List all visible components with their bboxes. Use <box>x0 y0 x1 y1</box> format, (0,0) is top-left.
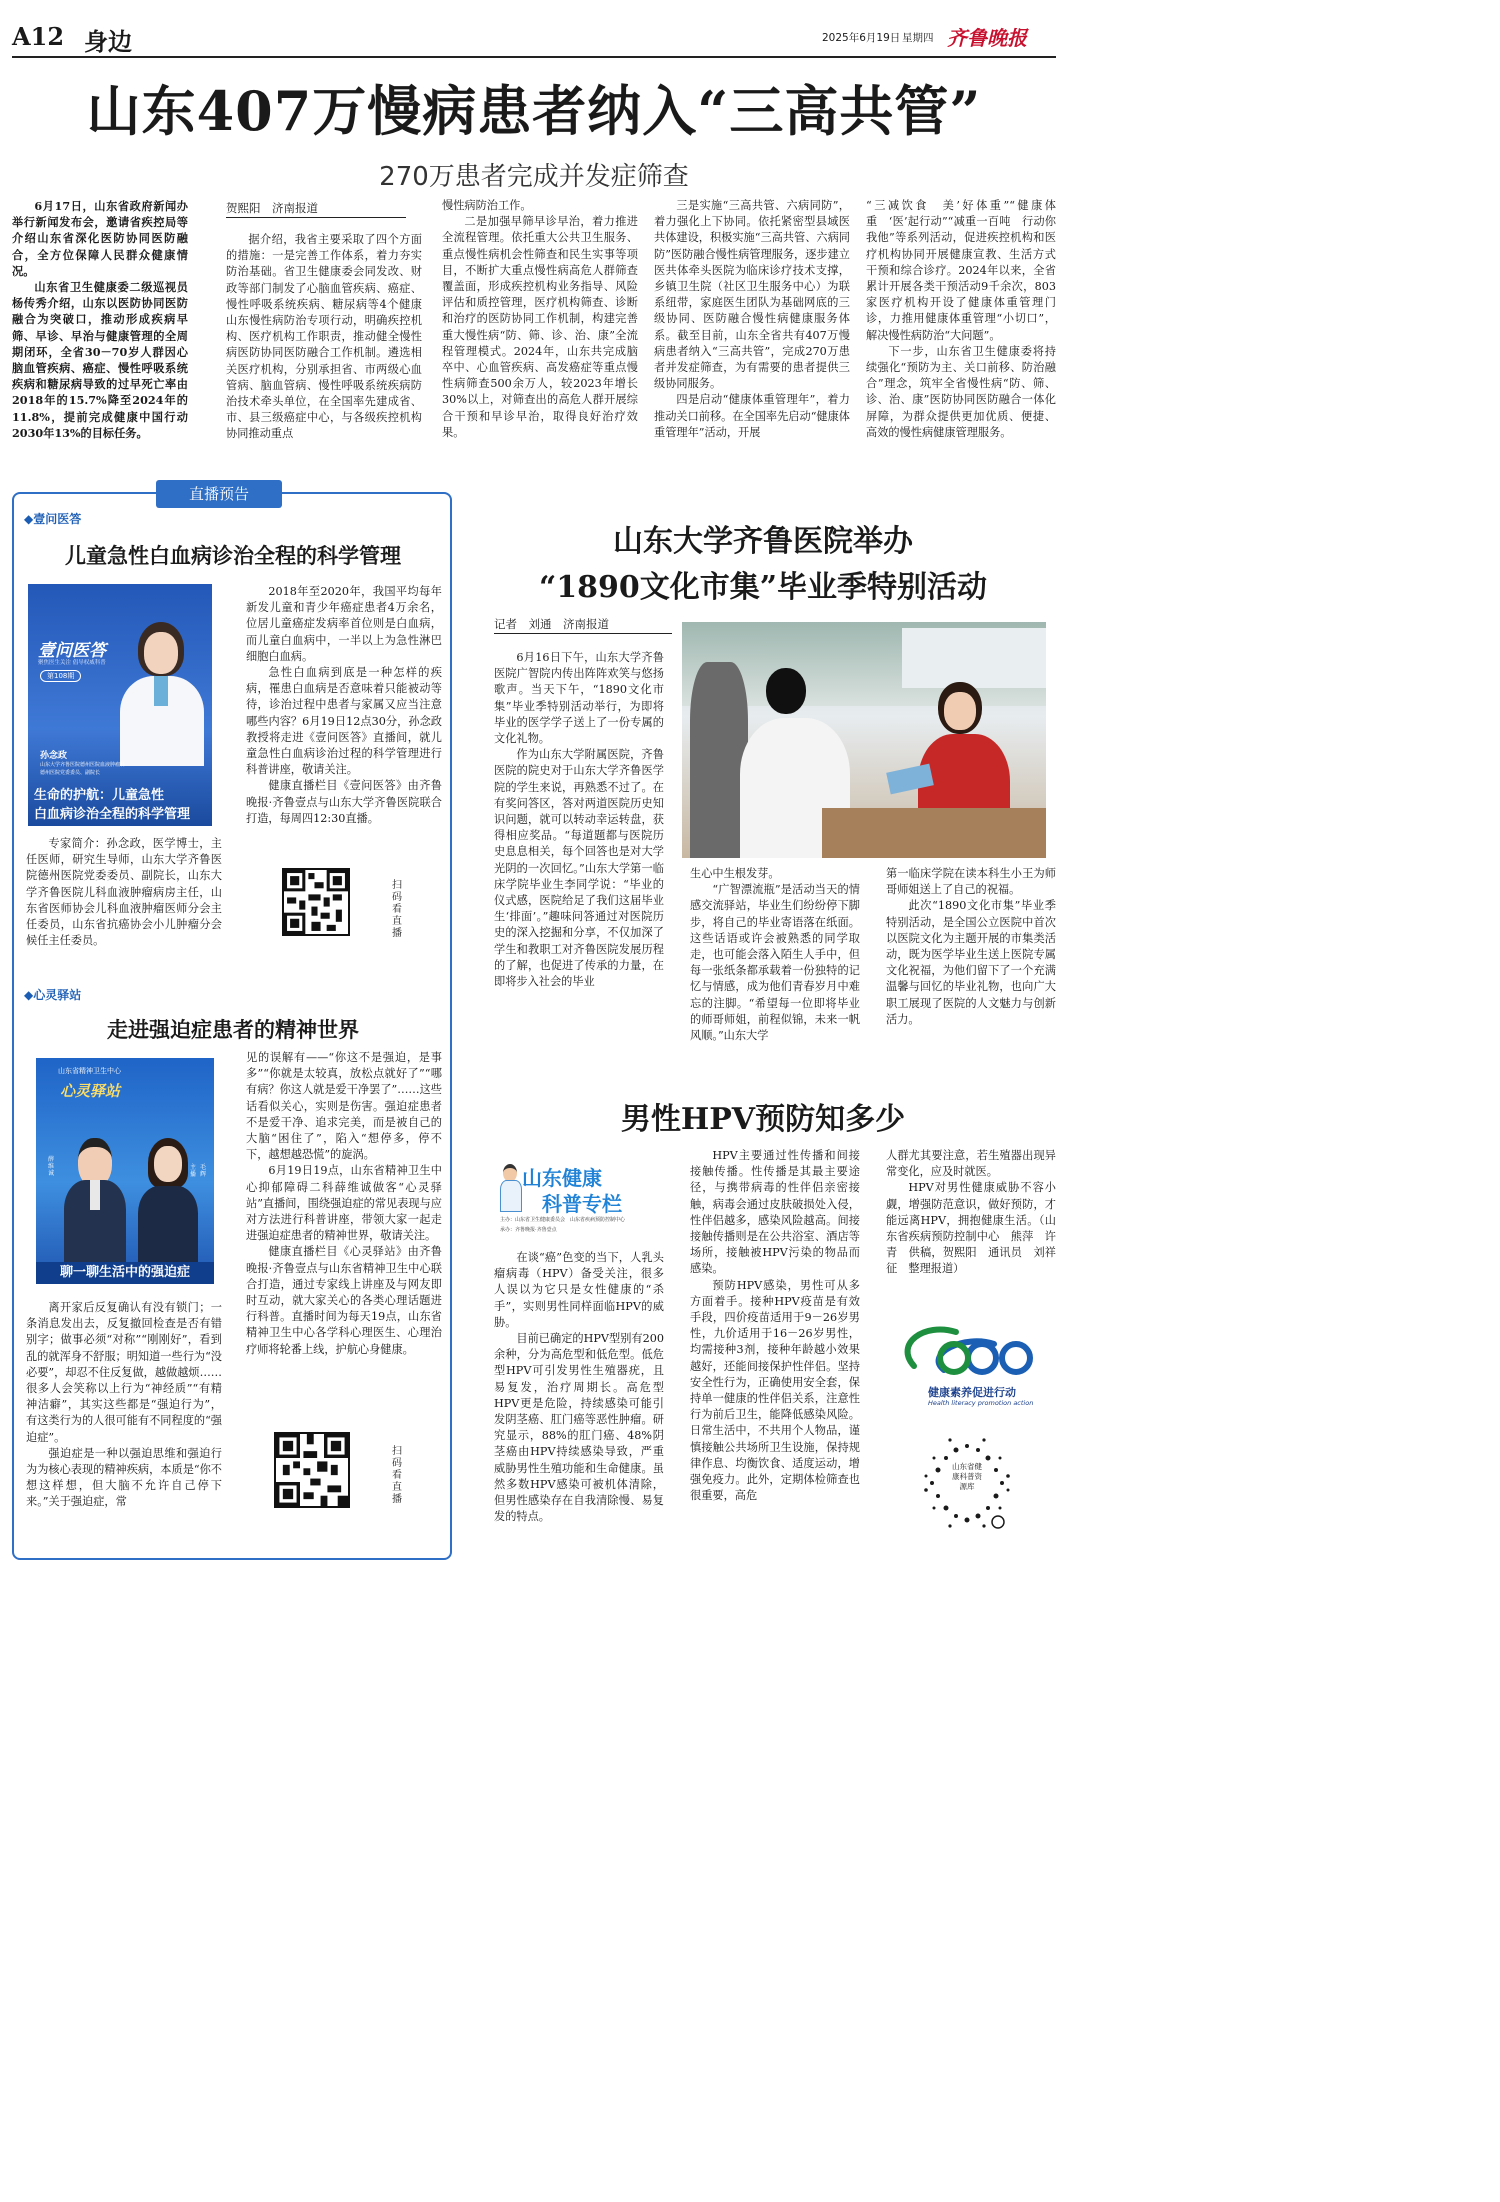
health-literacy-action-logo <box>884 1314 1054 1414</box>
qr-caption: 山东省健康科普资源库 <box>952 1462 982 1491</box>
health-column-logo-line1: 山东健康 <box>522 1166 602 1190</box>
ocd-headline: 走进强迫症患者的精神世界 <box>107 1017 359 1042</box>
hpv-column-1: 在谈“癌”色变的当下，人乳头瘤病毒（HPV）备受关注，很多人误以为它只是女性健康的“杀手”，实则男性同样面临HPV的威胁。 目前已确定的HPV型别有200余种，分为高危型和低危型。低危型HPV可引发男性生殖器疣，且易复发，治疗周期长。高危型HPV更是危险，持续感染可能引发阴茎癌、肛门癌等恶性肿瘤。研究显示，88%的肛门癌、48%阴茎癌由HPV持续感染导致，严重威胁男性生殖功能和生命健康。虽然多数HPV感染可被机体清除，但男性感染存在自我清除慢、易复发的特点。 <box>494 1251 664 1524</box>
health-column-logo <box>494 1156 664 1242</box>
page-number: A12 <box>12 22 65 51</box>
poster-brand: 壹问医答 <box>38 641 106 661</box>
qilu-column-3: 第一临床学院在读本科生小王为师哥师姐送上了自己的祝福。 此次“1890文化市集”毕业季特别活动，是全国公立医院中首次以医院文化为主题开展的市集类活动，既为医学毕业生送上医院专属文化祝福，为他们留下了一个充满温馨与回忆的毕业礼物，也向广大职工展现了医院的人文魅力与创新活力。 <box>886 867 1056 1026</box>
doctor-mascot-icon <box>500 1164 520 1210</box>
action-logo-text: 健康素养促进行动 <box>928 1386 1016 1399</box>
poster-title-2: 白血病诊治全程的科学管理 <box>34 807 191 822</box>
qr-code-live-1[interactable] <box>282 868 350 936</box>
qilu-byline-rule <box>494 633 672 634</box>
lead-intro: 6月17日，山东省政府新闻办举行新闻发布会，邀请省疾控局等介绍山东省深化医防协同医防融合，全方位保障人民群众健康情况。 <box>12 199 188 278</box>
lead-headline: 山东407万慢病患者纳入“三高共管” <box>86 79 982 143</box>
poster-title-1: 生命的护航：儿童急性 <box>34 788 165 803</box>
section-name: 身边 <box>84 27 132 56</box>
poster-xinling-yizhan <box>36 1058 214 1284</box>
poster2-title: 聊一聊生活中的强迫症 <box>36 1262 214 1284</box>
lead-intro-2: 山东省卫生健康委二级巡视员杨传秀介绍，山东以医防协同医防融合为突破口，推动形成疾病早筛、早诊、早治与健康管理的全周期闭环，全省30－70岁人群因心脑血管疾病、癌症、慢性呼吸系统疾病和糖尿病导致的过早死亡率由2018年的15.7%降至2024年的11.8%，提前完成健康中国行动2030年13%的目标任务。 <box>12 280 188 440</box>
qr-code-live-2[interactable] <box>274 1432 350 1508</box>
qilu-headline-1: 山东大学齐鲁医院举办 <box>613 524 913 559</box>
poster-doctor-name: 孙念政 <box>40 751 68 761</box>
poster2-host-1: 薛维诚 <box>48 1156 55 1177</box>
hpv-headline: 男性HPV预防知多少 <box>620 1102 906 1137</box>
lead-byline: 贺熙阳 济南报道 <box>226 201 318 215</box>
poster-issue: 第108期 <box>40 670 81 682</box>
poster2-host-2: 毛辉 <box>200 1164 207 1178</box>
lead-column-1 <box>12 198 188 468</box>
leukemia-article: 2018年至2020年，我国平均每年新发儿童和青少年癌症患者4万余名，位居儿童癌症发病率首位则是白血病，而儿童白血病中，一半以上为急性淋巴细胞白血病。 急性白血病到底是一种怎样的疾病，罹患白血病是否意味着只能被动等待，诊治过程中患者与家属又应当注意哪些内容？6月19日12点30分，孙念政教授将走进《壹问医答》直播间，就儿童急性白血病诊治过程的科学管理进行科普讲座，敬请关注。 健康直播栏目《壹问医答》由齐鲁晚报·齐鲁壹点与山东大学齐鲁医院联合打造，每周四12:30直播。 <box>246 585 442 825</box>
qilu-headline-2: “1890文化市集”毕业季特别活动 <box>538 570 987 605</box>
qilu-event-photo <box>682 622 1046 858</box>
hpv-column-3: 人群尤其要注意，若生殖器出现异常变化，应及时就医。 HPV对男性健康威胁不容小觑，增强防范意识，做好预防，才能远离HPV，拥抱健康生活。（山东省疾病预防控制中心 熊萍 许青 供稿，贺熙阳 通讯员 刘祥征 整理报道） <box>886 1149 1056 1276</box>
host-portrait-2 <box>136 1138 200 1264</box>
hpv-column-2: HPV主要通过性传播和间接接触传播。性传播是其最主要途径，与携带病毒的性伴侣亲密接触，病毒会通过皮肤破损处入侵，性伴侣越多，感染风险越高。间接接触传播则是在公共浴室、酒店等场所，接触被HPV污染的物品而感染。 预防HPV感染，男性可从多方面着手。接种HPV疫苗是有效手段，四价疫苗适用于9－26岁男性，九价适用于16－26岁男性，均需接种3剂，接种年龄越小效果越好，还能间接保护性伴侣。坚持安全性行为，正确使用安全套，保持单一健康的性伴侣关系，注意性行为前后卫生，能降低感染风险。日常生活中，不共用个人物品，谨慎接触公共场所卫生设施，保持规律作息、均衡饮食、适度运动，增强免疫力。此外，定期体检筛查也很重要，高危 <box>690 1149 860 1503</box>
expert-bio: 专家简介：孙念政，医学博士，主任医师，研究生导师，山东大学齐鲁医院德州医院党委委员、副院长，山东大学齐鲁医院儿科血液肿瘤病房主任，山东省医师协会儿科血液肿瘤医师分会主任委员，山东省抗癌协会小儿肿瘤分会候任主任委员。 <box>26 837 222 948</box>
ocd-article-left: 离开家后反复确认有没有锁门；一条消息发出去，反复撤回检查是否有错别字；做事必须“对称”“刚刚好”，看到乱的就浑身不舒服；明知道一些行为“没必要”，却忍不住反复做，越做越烦……很多人会笑称以上行为“神经质”“有精神洁癖”，其实这些都是“强迫行为”，有这类行为的人很可能有不同程度的“强迫症”。 强迫症是一种以强迫思维和强迫行为为核心表现的精神疾病，本质是“你不想这样想，但大脑不允许自己停下来。”关于强迫症，常 <box>26 1301 222 1509</box>
live-preview-tag: 直播预告 <box>156 480 282 508</box>
masthead-rule <box>12 56 1056 58</box>
qilu-column-1: 6月16日下午，山东大学齐鲁医院广智院内传出阵阵欢笑与悠扬歌声。当天下午，“1890文化市集”毕业季特别活动举行，为即将毕业的医学学子送上了一份专属的文化礼物。 作为山东大学附属医院，齐鲁医院的院史对于山东大学齐鲁医学院的学生来说，再熟悉不过了。在有奖问答区，答对两道医院历史知识问题，就可以转动幸运转盘，获得相应奖品。“每道题都与医院历史息息相关，每个回答也是对大学光阴的一次回忆。”山东大学第一临床学院毕业生李同学说：“毕业的仪式感，医院给足了我们这届毕业生‘排面’。”趣味问答通过对医院历史的深入挖掘和分享，不仅加深了学生和教职工对齐鲁医院发展历程的了解，也促进了传承的力量，在即将步入社会的毕业 <box>494 651 664 989</box>
section-label-xinling: ◆心灵驿站 <box>24 988 82 1002</box>
weekday: 星期四 <box>902 32 934 44</box>
action-logo-mark <box>884 1314 1054 1384</box>
lead-column-2: 据介绍，我省主要采取了四个方面的措施：一是完善工作体系，着力夯实防治基础。省卫生健康委会同发改、财政等部门制发了心脑血管疾病、癌症、慢性呼吸系统疾病、糖尿病等4个健康山东慢性病防治专项行动，明确疾控机构、医疗机构工作职责，推动健全慢性病医防协同医防融合工作机制。遴选相关医疗机构，分别承担省、市两级心血管病、脑血管病、慢性呼吸系统疾病防治技术牵头单位，在全国率先建成省、市、县三级癌症中心，与各级疾控机构协同推动重点 <box>226 233 422 441</box>
poster-caption-2: 德州医院党委委员、副院长 <box>40 770 101 776</box>
health-column-logo-line2: 科普专栏 <box>542 1192 622 1216</box>
ocd-article-right: 见的误解有——“你这不是强迫，是事多”“你就是太较真，放松点就好了”“哪有病？你这人就是爱干净罢了”……这些话看似关心，实则是伤害。强迫症患者不是爱干净、追求完美，而是被自己的大脑“困住了”，陷入“想停多，停不下，越想越恐慌”的旋涡。 6月19日19点，山东省精神卫生中心抑郁障碍二科薛维诚做客“心灵驿站”直播间，围绕强迫症的常见表现与应对方法进行科普讲座，带领大家一起走进强迫症患者的精神世界，敬请关注。 健康直播栏目《心灵驿站》由齐鲁晚报·齐鲁壹点与山东省精神卫生中心联合打造，通过专家线上讲座及与网友即时互动，就大家关心的各类心理话题进行科普。直播时间为每天19点，山东省精神卫生中心各学科心理医生、心理治疗师将轮番上线，护航心身健康。 <box>246 1051 442 1356</box>
lead-column-4: 三是实施“三高共管、六病同防”，着力强化上下协同。依托紧密型县域医共体建设，积极实施“三高共管、六病同防”医防融合慢性病管理服务，逐步建立医共体牵头医院为临床诊疗技术支撑，乡镇卫生院（社区卫生服务中心）为联系纽带，家庭医生团队为基础网底的三级协同、医防融合慢性病健康服务体系。截至目前，山东全省共有407万慢病患者纳入“三高共管”，完成270万患者并发症筛查，为有需要的患者提供三级协同服务。 四是启动“健康体重管理年”，着力推动关口前移。在全国率先启动“健康体重管理年”活动，开展 <box>654 199 850 439</box>
doctor-portrait <box>116 612 208 762</box>
qilu-column-2: 生心中生根发芽。 “广智漂流瓶”是活动当天的情感交流驿站，毕业生们纷纷停下脚步，将自己的毕业寄语落在纸面。这些话语或许会被熟悉的同学取走，也可能会落入陌生人手中，但每一张纸条都承载着一份独特的记忆与情感，成为他们青春岁月中难忘的注脚。“希望每一位即将毕业的师哥师姐，前程似锦，未来一帆风顺。”山东大学 <box>690 867 860 1043</box>
health-column-co-organizer: 承办：齐鲁晚报·齐鲁壹点 <box>500 1227 557 1233</box>
lead-subheadline: 270万患者完成并发症筛查 <box>379 162 689 192</box>
lead-column-3: 慢性病防治工作。 二是加强早筛早诊早治，着力推进全流程管理。依托重大公共卫生服务、重点慢性病机会性筛查和民生实事等项目，不断扩大重点慢性病高危人群筛查覆盖面，形成疾控机构业务指导、风险评估和质控管理，医疗机构筛查、诊断和治疗的医防协同工作机制，构建完善重大慢性病“防、筛、诊、治、康”全流程管理模式。2024年，山东共完成脑卒中、心血管疾病、高发癌症等重点慢性病筛查500余万人，较2023年增长30%以上，对筛查出的高危人群开展综合干预和早诊早治，取得良好治疗效果。 <box>442 199 638 439</box>
poster2-host-role: 主播 <box>190 1164 197 1178</box>
host-portrait-1 <box>62 1134 128 1264</box>
poster-tagline: 聚焦医生关注 倡导权威科普 <box>38 660 106 666</box>
scan-caption-1: 扫码看直播 <box>392 880 402 939</box>
scan-caption-2: 扫码看直播 <box>392 1446 402 1505</box>
issue-date: 2025年6月19日 <box>822 32 901 44</box>
newspaper-logo: 齐鲁晚报 <box>947 26 1027 50</box>
section-label-yiwen: ◆壹问医答 <box>24 512 82 526</box>
health-column-organizer: 主办：山东省卫生健康委员会 山东省疾病预防控制中心 <box>500 1217 626 1223</box>
poster-yiwen-yida <box>28 584 212 826</box>
poster2-org: 山东省精神卫生中心 <box>58 1067 121 1075</box>
poster2-brand: 心灵驿站 <box>60 1082 121 1100</box>
science-resource-qr[interactable] <box>912 1428 1022 1538</box>
leukemia-headline: 儿童急性白血病诊治全程的科学管理 <box>65 543 401 568</box>
lead-byline-rule <box>226 217 406 218</box>
lead-column-5: “三减饮食 美’好体重”“健康体重 ‘医’起行动”“减重一百吨 行动你我他”等系列活动，促进疾控机构和医疗机构协同开展健康宣教、生活方式干预和综合诊疗。2024年以来，全省累计开展各类干预活动9千余次，803家医疗机构开设了健康体重管理门诊，力推用健康体重管理“小切口”，解决慢性病防治“大问题”。 下一步，山东省卫生健康委将持续强化“预防为主、关口前移、防治融合”理念，筑牢全省慢性病“防、筛、诊、治、康”医防协同医防融合一体化屏障，为群众提供更加优质、便捷、高效的慢性病健康管理服务。 <box>866 199 1056 439</box>
poster-caption-1: 山东大学齐鲁医院德州医院血液肿瘤科 <box>40 762 126 768</box>
action-logo-subtext: Health literacy promotion action <box>928 1399 1034 1407</box>
qilu-byline: 记者 刘通 济南报道 <box>494 617 609 631</box>
